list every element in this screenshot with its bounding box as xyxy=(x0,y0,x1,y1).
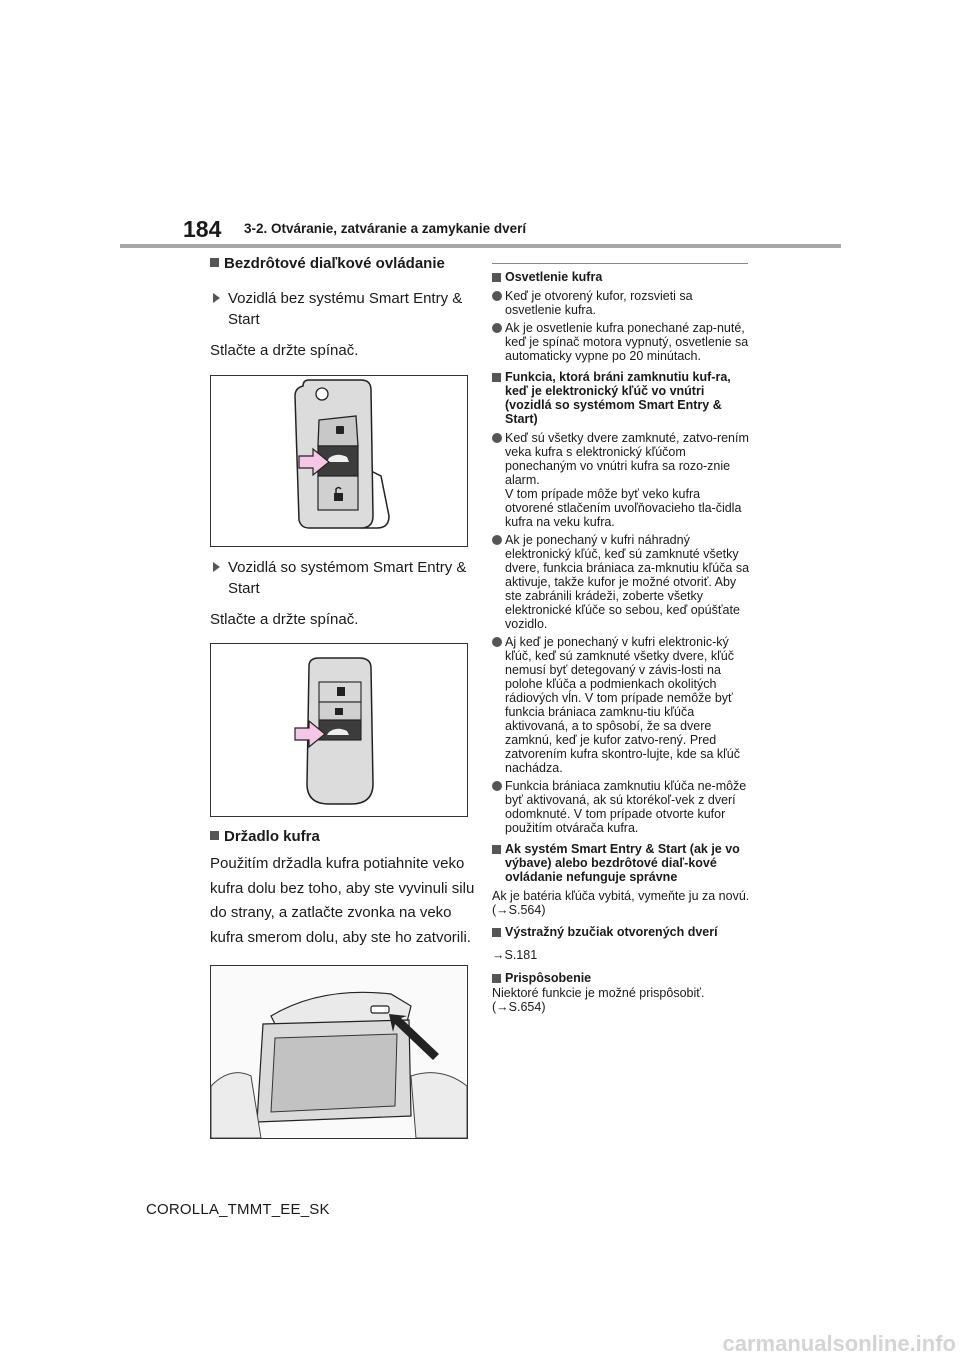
bullet-trunk-light-auto-off: Ak je osvetlenie kufra ponechané zap-nuté, keď je spínač motora vypnutý, osvetlenie sa automaticky vypne po 20 minútach. xyxy=(492,321,752,363)
flip-key-illustration xyxy=(211,376,467,546)
square-bullet-icon xyxy=(492,845,501,854)
text-customization: Niektoré funkcie je možné prispôsobiť. (→S.654) xyxy=(492,986,705,1014)
square-bullet-icon xyxy=(492,928,501,937)
instruction-press-hold-1: Stlačte a držte spínač. xyxy=(210,342,359,359)
square-bullet-icon xyxy=(492,974,501,983)
round-bullet-icon xyxy=(492,323,502,333)
square-bullet-icon xyxy=(210,831,219,840)
instruction-press-hold-2: Stlačte a držte spínač. xyxy=(210,610,359,628)
column-top-rule xyxy=(492,263,748,264)
trunk-handle-instructions: Použitím držadla kufra potiahnite veko kufra dolu bez toho, aby ste vyvinuli silu do strany, a zatlačte zvonka na veko kufra smerom dolu, aby ste ho zatvorili. xyxy=(210,855,475,946)
round-bullet-icon xyxy=(492,535,502,545)
trunk-illustration xyxy=(211,966,467,1138)
round-bullet-icon xyxy=(492,433,502,443)
square-bullet-icon xyxy=(492,373,501,382)
footer-doc-id: COROLLA_TMMT_EE_SK xyxy=(146,1201,330,1218)
text-battery-replace: Ak je batéria kľúča vybitá, vymeňte ju za novú. (→S.564) xyxy=(492,889,750,917)
item-with-smart-entry: Vozidlá so systémom Smart Entry & Start xyxy=(210,557,480,599)
round-bullet-icon xyxy=(492,781,502,791)
bullet-alarm-sounds: Keď sú všetky dvere zamknuté, zatvo-rením veka kufra s elektronický kľúčom ponechaným vo vnútri kufra sa rozo-znie alarm. V tom prípade môže byť veko kufra otvorené stlačením uvoľňovacieho tla-čidla kufra na veku kufra. xyxy=(492,431,752,529)
watermark: carmanualsonline.info xyxy=(722,1331,956,1356)
smart-key-illustration xyxy=(211,644,467,816)
left-column xyxy=(210,254,480,1139)
right-column xyxy=(492,263,752,1014)
round-bullet-icon xyxy=(492,291,502,301)
header-divider xyxy=(120,244,841,248)
page-number: 184 xyxy=(183,216,222,242)
heading-malfunction: Ak systém Smart Entry & Start (ak je vo výbave) alebo bezdrôtové diaľ-kové ovládanie nefunguje správne xyxy=(492,842,752,884)
bullet-function-not-activated: Funkcia brániaca zamknutiu kľúča ne-môže byť aktivovaná, ak sú ktorékoľ-vek z dverí odomknuté. V tom prípade otvorte kufor použitím otvárača kufra. xyxy=(492,779,752,835)
figure-flip-key xyxy=(210,375,468,547)
square-bullet-icon xyxy=(492,273,501,282)
round-bullet-icon xyxy=(492,637,502,647)
triangle-bullet-icon xyxy=(213,562,220,572)
heading-key-lock-prevention: Funkcia, ktorá bráni zamknutiu kuf-ra, keď je elektronický kľúč vo vnútri (vozidlá so systémom Smart Entry & Start) xyxy=(492,370,752,426)
heading-trunk-light: Osvetlenie kufra xyxy=(492,270,752,284)
heading-door-buzzer: Výstražný bzučiak otvorených dverí xyxy=(492,925,752,939)
heading-wireless-remote: Bezdrôtové diaľkové ovládanie xyxy=(210,254,480,274)
square-bullet-icon xyxy=(210,258,219,267)
figure-trunk xyxy=(210,965,468,1139)
item-without-smart-entry: Vozidlá bez systému Smart Entry & Start xyxy=(210,288,480,330)
heading-customization: Prispôsobenie xyxy=(492,971,752,985)
figure-smart-key xyxy=(210,643,468,817)
bullet-trunk-light-on: Keď je otvorený kufor, rozsvieti sa osvetlenie kufra. xyxy=(492,289,752,317)
heading-trunk-handle: Držadlo kufra xyxy=(210,827,480,847)
bullet-spare-key: Ak je ponechaný v kufri náhradný elektronický kľúč, keď sú zamknuté všetky dvere, funkcia brániaca za-mknutiu kľúča sa aktivuje, takže kufor je možné otvoriť. Aby ste zabránili krádeži, zoberte všetky elektronické kľúče so sebou, keď opúšťate vozidlo. xyxy=(492,533,752,631)
section-title: 3-2. Otváranie, zatváranie a zamykanie dverí xyxy=(244,221,527,236)
triangle-bullet-icon xyxy=(213,293,220,303)
text-page-ref: →S.181 xyxy=(492,948,538,962)
bullet-key-not-detected: Aj keď je ponechaný v kufri elektronic-ký kľúč, keď sú zamknuté všetky dvere, kľúč nemusí byť detegovaný v závis-losti na polohe kľúča a podmienkach okolitých rádiových vĺn. V tom prípade nemôže byť funkcia brániaca zamknu-tiu kľúča aktivovaná, a to spôsobí, že sa dvere zamknú, keď je kufor zatvo-rený. Pred zatvorením kufra skontro-lujte, kde sa kľúč nachádza. xyxy=(492,635,752,775)
